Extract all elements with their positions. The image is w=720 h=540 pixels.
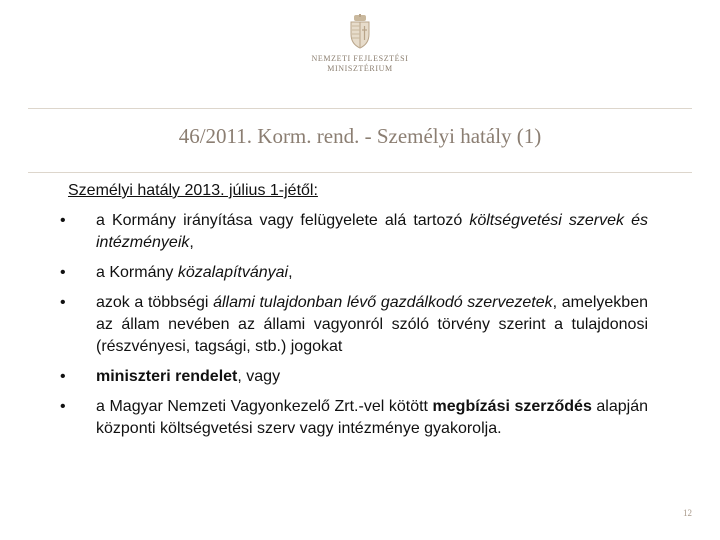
item-text-end: , amelyekben az állam nevében az állami vagyonról szóló törvény szerint a tulajdonosi (részvényesi, tagsági, stb.) jogokat	[96, 294, 648, 355]
bullet-list	[60, 210, 648, 448]
list-item	[60, 210, 648, 254]
slide-title: 46/2011. Korm. rend. - Személyi hatály (1)	[178, 124, 542, 148]
item-strong: megbízási szerződés	[432, 398, 592, 415]
page-number: 12	[683, 508, 692, 518]
bullet-icon: •	[60, 294, 66, 311]
item-text-end: ,	[288, 264, 293, 281]
item-text: a Kormány irányítása vagy felügyelete alá tartozó	[96, 212, 470, 229]
ministry-header	[0, 14, 720, 74]
title-bottom-divider	[28, 172, 692, 173]
item-emphasis: állami tulajdonban lévő gazdálkodó szervezetek	[213, 294, 553, 311]
list-item	[60, 262, 648, 284]
list-item	[60, 366, 648, 388]
item-text-end: , vagy	[237, 368, 281, 385]
item-emphasis: költségvetési szervek és intézményeik	[96, 212, 649, 251]
item-text: azok a többségi	[96, 294, 214, 311]
slide-subtitle: Személyi hatály 2013. július 1-jétől:	[68, 182, 318, 199]
bullet-icon: •	[60, 212, 66, 229]
item-emphasis: közalapítványai	[177, 264, 289, 281]
item-text-end: alapján központi költségvetési szerv vagy intézménye gyakorolja.	[96, 398, 649, 437]
ministry-name-line2: MINISZTÉRIUM	[327, 64, 393, 73]
item-text: a Kormány	[96, 264, 178, 281]
item-text: a Magyar Nemzeti Vagyonkezelő Zrt.-vel kötött	[96, 398, 433, 415]
list-item	[60, 396, 648, 440]
ministry-name-line1: NEMZETI FEJLESZTÉSI	[311, 54, 409, 63]
bullet-icon: •	[60, 398, 66, 415]
item-strong: miniszteri rendelet	[96, 368, 238, 385]
hungarian-coat-of-arms-icon	[347, 14, 373, 50]
title-top-divider	[28, 108, 692, 109]
item-text-end: ,	[189, 234, 194, 251]
bullet-icon: •	[60, 264, 66, 281]
list-item	[60, 292, 648, 358]
bullet-icon: •	[60, 368, 66, 385]
